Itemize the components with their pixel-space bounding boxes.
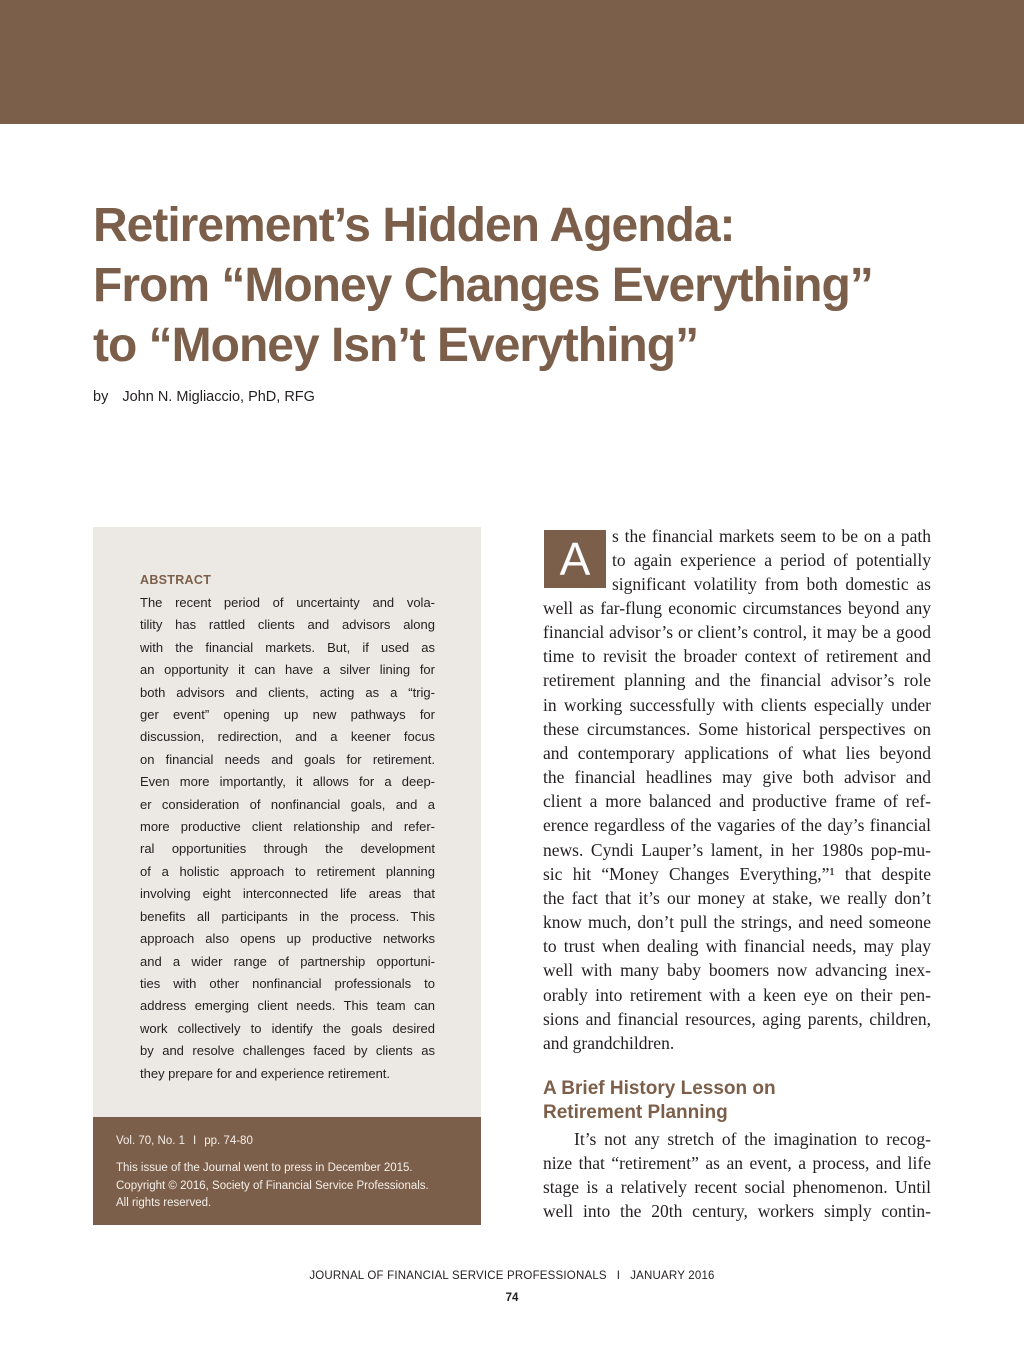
body-line: and contemporary applications of what lies beyond [543, 742, 931, 763]
volume-line [116, 1135, 253, 1147]
abstract-line: The recent period of uncertainty and vola- [140, 595, 435, 610]
body-line: financial advisor’s or client’s control, it may be a good [543, 622, 931, 643]
abstract-line: er consideration of nonfinancial goals, and a [140, 796, 435, 812]
title-line: to “Money Isn’t Everything” [93, 319, 699, 372]
section-paragraph [543, 1127, 931, 1224]
abstract-text [140, 592, 435, 1085]
abstract-heading: ABSTRACT [140, 573, 212, 587]
page-number: 74 [505, 1292, 519, 1304]
body-line: well with many baby boomers now advancing inex- [543, 960, 931, 981]
abstract-line: discussion, redirection, and a keener focus [140, 729, 435, 745]
body-line: client a more balanced and productive frame of ref- [543, 791, 931, 812]
abstract-line: on financial needs and goals for retirement. [140, 751, 435, 767]
abstract-line: more productive client relationship and refer- [140, 819, 435, 835]
abstract-line: by and resolve challenges faced by clients as [140, 1043, 435, 1059]
drop-cap: A [544, 530, 606, 588]
author-name: John N. Migliaccio, PhD, RFG [122, 389, 315, 405]
abstract-line: ties with other nonfinancial professionals to [140, 975, 435, 991]
byline [93, 389, 315, 405]
body-line: time to revisit the broader context of retirement and [543, 646, 931, 667]
byline-prefix: by [93, 389, 109, 405]
body-line: the fact that it’s our money at stake, we really don’t [543, 887, 931, 908]
copyright-line: All rights reserved. [116, 1197, 212, 1209]
abstract-line: address emerging client needs. This team can [140, 998, 435, 1014]
body-line: and grandchildren. [543, 1032, 675, 1053]
header-band [0, 0, 1024, 124]
title-line: From “Money Changes Everything” [93, 259, 873, 312]
abstract-line: tility has rattled clients and advisors along [140, 617, 435, 633]
section-heading-line: A Brief History Lesson on [543, 1078, 776, 1099]
article-opening [612, 524, 931, 596]
body-line: well into the 20th century, workers simply contin- [543, 1201, 931, 1222]
body-line: nize that “retirement” as an event, a process, and life [543, 1153, 931, 1174]
abstract-line: ral opportunities through the development [140, 841, 435, 857]
body-line: sions and financial resources, aging parents, children, [543, 1008, 931, 1029]
volume-number: Vol. 70, No. 1 [116, 1135, 186, 1147]
body-line: know much, don’t pull the strings, and need someone [543, 912, 931, 933]
body-line: retirement planning and the financial advisor’s role [543, 670, 931, 691]
body-line: in working successfully with clients especially under [543, 694, 931, 715]
body-line: well as far-flung economic circumstances beyond any [543, 598, 931, 618]
abstract-line: with the financial markets. But, if used as [140, 639, 435, 655]
page-range: pp. 74-80 [204, 1135, 253, 1147]
abstract-line: they prepare for and experience retirement. [140, 1065, 391, 1081]
body-line: news. Cyndi Lauper’s lament, in her 1980s pop-mu- [543, 839, 931, 860]
abstract-line: approach also opens up productive networks [140, 931, 435, 947]
body-line: sic hit “Money Changes Everything,”¹ that despite [543, 863, 931, 884]
page-footer [0, 1270, 1024, 1282]
body-line: to trust when dealing with financial needs, may play [543, 936, 931, 957]
journal-name: JOURNAL OF FINANCIAL SERVICE PROFESSIONALS [309, 1270, 607, 1282]
body-line: It’s not any stretch of the imagination to recog- [574, 1129, 931, 1149]
abstract-line: and a wider range of partnership opportuni- [140, 953, 435, 969]
footer-separator: I [616, 1270, 621, 1282]
article-paragraph [543, 596, 931, 1055]
abstract-line: an opportunity it can have a silver lining for [140, 662, 435, 678]
volume-separator: I [193, 1135, 197, 1147]
body-line: s the financial markets seem to be on a path [612, 526, 931, 546]
body-line: these circumstances. Some historical perspectives on [543, 718, 931, 739]
abstract-line: of a holistic approach to retirement planning [140, 863, 435, 879]
body-line: erence regardless of the vagaries of the day’s financial [543, 815, 931, 836]
abstract-line: benefits all participants in the process. This [140, 908, 435, 924]
issue-date: JANUARY 2016 [630, 1270, 715, 1282]
article-title [93, 196, 973, 376]
copyright-note [116, 1160, 476, 1213]
abstract-line: work collectively to identify the goals desired [140, 1020, 435, 1036]
copyright-line: Copyright © 2016, Society of Financial Service Professionals. [116, 1179, 429, 1192]
body-line: the financial headlines may give both advisor and [543, 767, 931, 788]
section-heading [543, 1077, 933, 1125]
abstract-line: Even more importantly, it allows for a deep- [140, 774, 435, 790]
copyright-line: This issue of the Journal went to press in December 2015. [116, 1162, 413, 1174]
abstract-line: involving eight interconnected life areas that [140, 886, 435, 902]
body-line: stage is a relatively recent social phenomenon. Until [543, 1177, 931, 1198]
publication-info-panel [93, 1117, 481, 1225]
body-line: significant volatility from both domestic as [612, 574, 931, 595]
abstract-line: ger event” opening up new pathways for [140, 707, 435, 723]
body-line: to again experience a period of potentially [612, 550, 931, 571]
body-line: orably into retirement with a keen eye on their pen- [543, 984, 931, 1005]
abstract-line: both advisors and clients, acting as a “trig- [140, 684, 435, 700]
section-heading-line: Retirement Planning [543, 1102, 728, 1123]
title-line: Retirement’s Hidden Agenda: [93, 199, 735, 252]
